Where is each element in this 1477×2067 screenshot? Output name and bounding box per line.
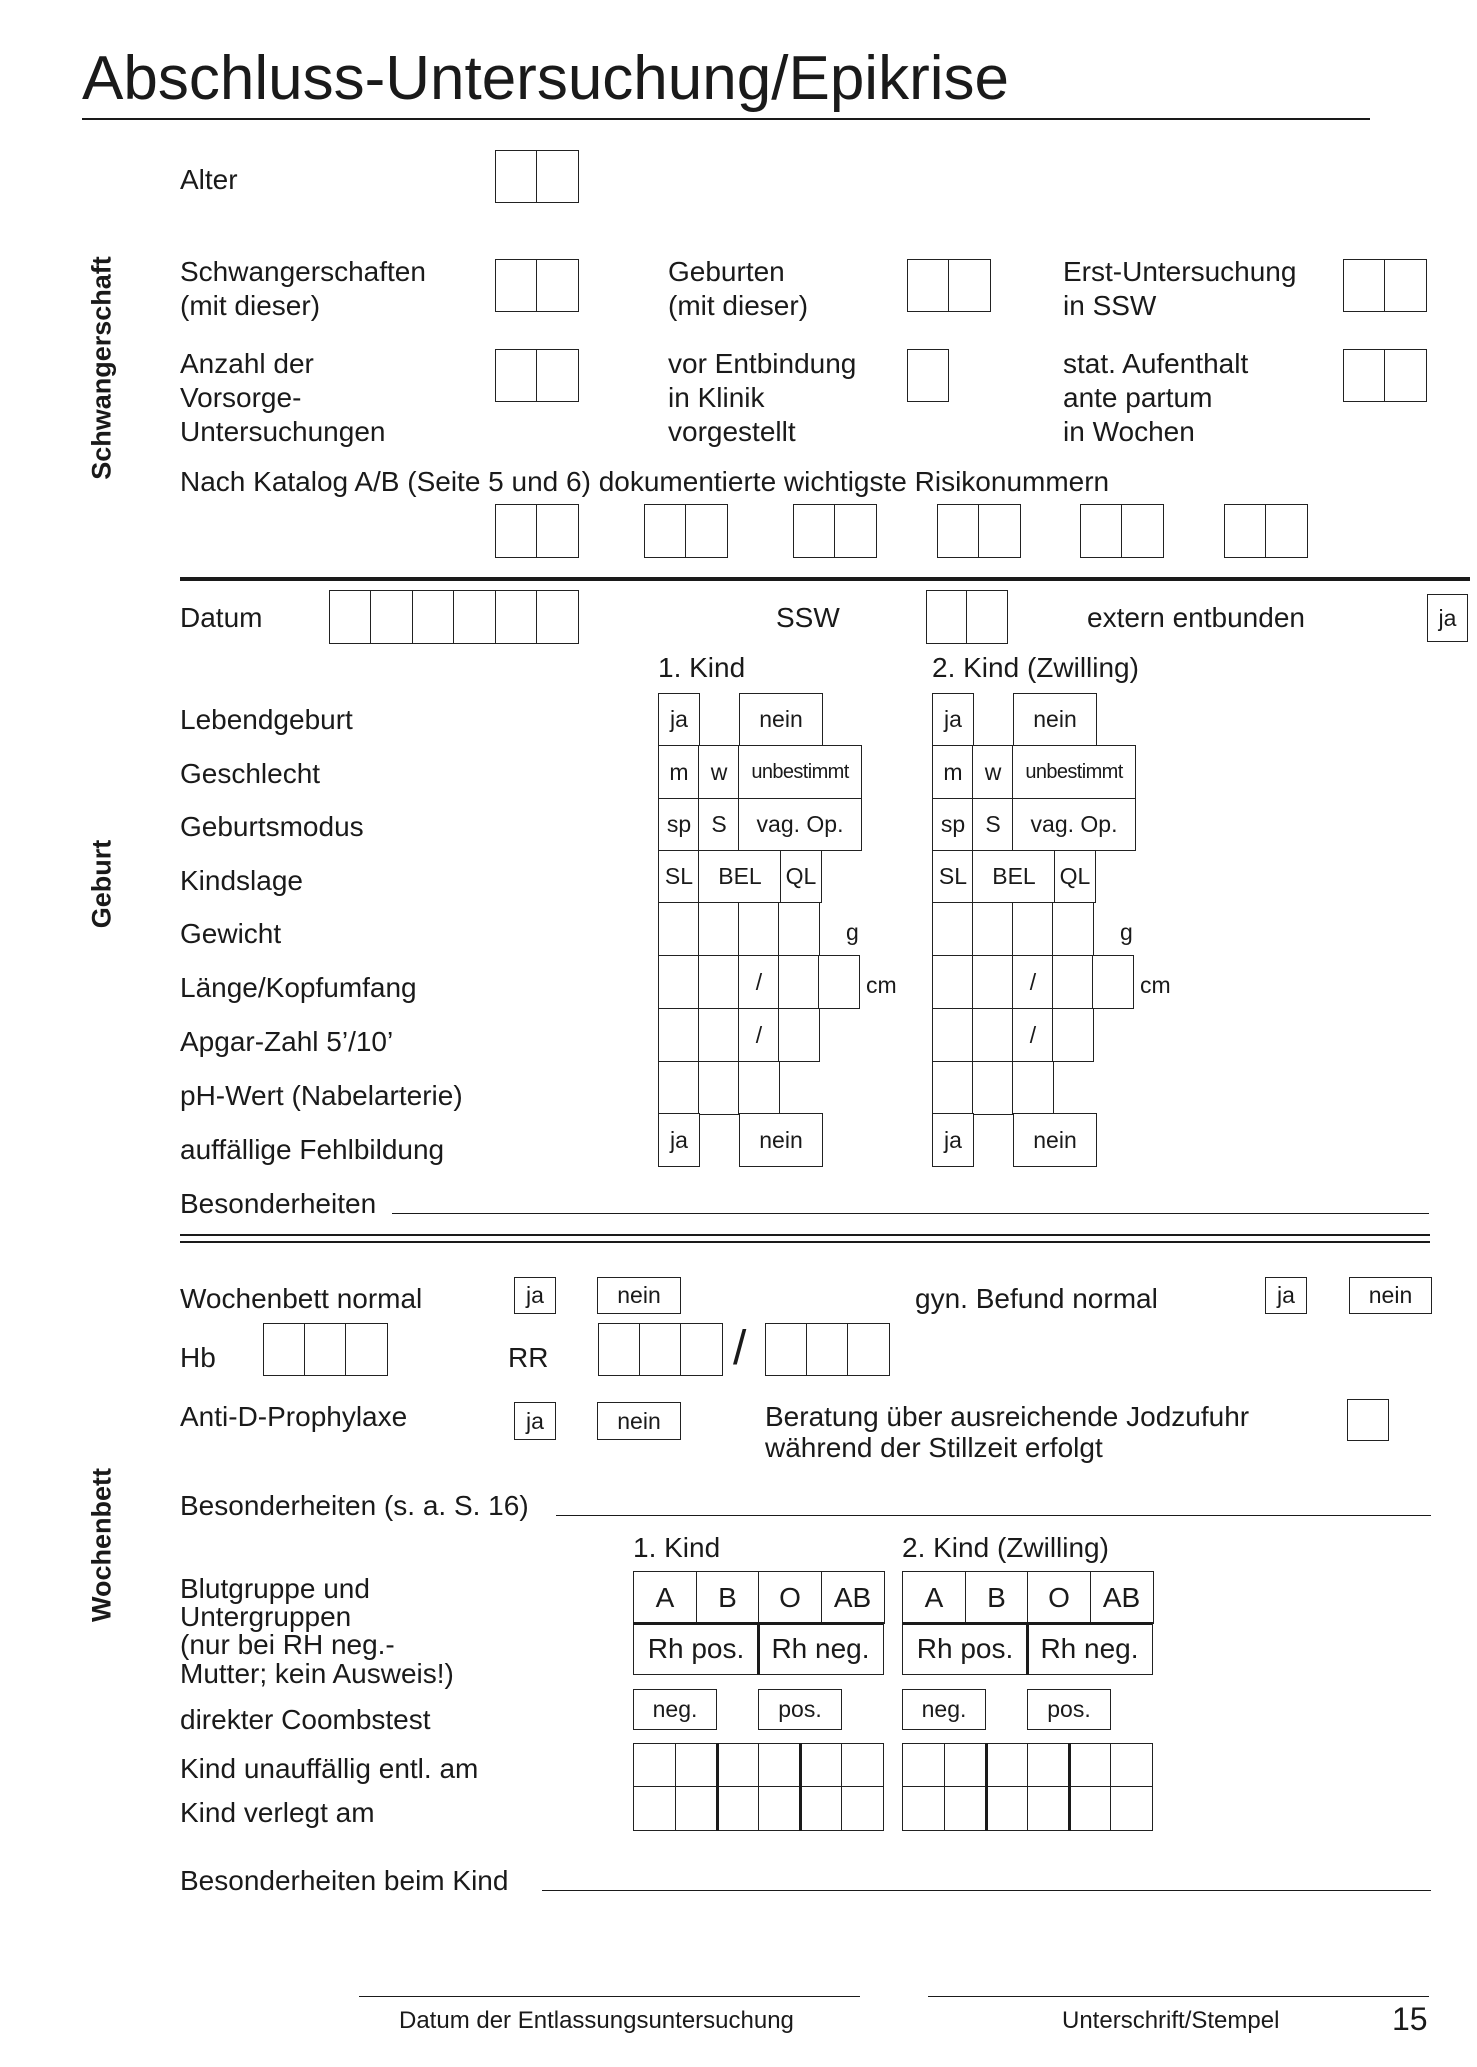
kind1-date-pair-separator — [716, 1743, 719, 1831]
risikonummer-4-box-1[interactable] — [937, 504, 980, 558]
kind1-entlassen-box-6[interactable] — [841, 1743, 884, 1788]
kind2-entlassen-box-6[interactable] — [1110, 1743, 1153, 1788]
datum-box-4[interactable] — [453, 590, 496, 644]
kind2-laenge-box-1[interactable] — [932, 955, 974, 1009]
kind1-rh-center-divider — [757, 1622, 760, 1675]
risikonummer-6-box-2[interactable] — [1265, 504, 1308, 558]
kind2-rh-pos[interactable]: Rh pos. — [902, 1622, 1028, 1675]
kind2-entlassen-box-4[interactable] — [1027, 1743, 1070, 1788]
kind2-gewicht-box-4[interactable] — [1052, 902, 1094, 956]
kind2-entlassen-box-3[interactable] — [985, 1743, 1028, 1788]
kind1-fehlbildung-ja[interactable]: ja — [658, 1113, 700, 1167]
page-number: 15 — [1392, 2001, 1428, 2037]
kind1-geschlecht-w[interactable]: w — [698, 745, 740, 799]
kind2-blutgruppe-o[interactable]: O — [1027, 1571, 1091, 1624]
kind2-geschlecht-m[interactable]: m — [932, 745, 974, 799]
kind1-gewicht-box-1[interactable] — [658, 902, 700, 956]
kind2-date-pair-separator — [985, 1743, 988, 1831]
kind2-lage-sl[interactable]: SL — [932, 850, 974, 903]
vorsorge-box-2[interactable] — [536, 349, 579, 402]
kind1-verlegt-box-1[interactable] — [633, 1786, 676, 1831]
risikonummer-1-box-2[interactable] — [536, 504, 579, 558]
label-wochenbett-normal: Wochenbett normal — [180, 1283, 423, 1314]
kind1-ph-box-3[interactable] — [738, 1061, 780, 1115]
kind1-modus-sp[interactable]: sp — [658, 798, 700, 851]
heading-wb-kind-1: 1. Kind — [633, 1532, 721, 1563]
kind2-apgar-box-3[interactable]: / — [1012, 1008, 1054, 1062]
heading-kind-2: 2. Kind (Zwilling) — [932, 652, 1139, 683]
alter-box-2[interactable] — [536, 150, 579, 203]
kind1-apgar-box-2[interactable] — [698, 1008, 740, 1062]
kind1-geschlecht-m[interactable]: m — [658, 745, 700, 799]
label-vorsorge: Anzahl der Vorsorge- Untersuchungen — [180, 348, 386, 447]
kind1-blutgruppe-b[interactable]: B — [696, 1571, 760, 1624]
datum-box-1[interactable] — [329, 590, 372, 644]
row-label-geschlecht: Geschlecht — [180, 758, 321, 789]
row-label-apgar: Apgar-Zahl 5’/10’ — [180, 1026, 394, 1057]
risikonummer-1-box-1[interactable] — [495, 504, 538, 558]
schwangerschaften-box-2[interactable] — [536, 259, 579, 312]
hb-box-1[interactable] — [263, 1323, 306, 1376]
kind2-rh-center-divider — [1026, 1622, 1029, 1675]
besonderheiten-geburt-line[interactable] — [392, 1213, 1429, 1214]
kind2-gewicht-box-2[interactable] — [972, 902, 1014, 956]
footer-datum-label: Datum der Entlassungsuntersuchung — [399, 2007, 794, 2034]
kind2-blutgruppe-ab[interactable]: AB — [1090, 1571, 1154, 1624]
kind1-lage-sl[interactable]: SL — [658, 850, 700, 903]
kind2-laenge-box-3[interactable]: / — [1012, 955, 1054, 1009]
kind2-verlegt-box-5[interactable] — [1068, 1786, 1111, 1831]
kind2-geschlecht-w[interactable]: w — [972, 745, 1014, 799]
kind1-modus-s[interactable]: S — [698, 798, 740, 851]
kind2-modus-sp[interactable]: sp — [932, 798, 974, 851]
label-verlegt: Kind verlegt am — [180, 1797, 375, 1828]
kind2-unit-g: g — [1120, 919, 1133, 945]
kind1-entlassen-box-2[interactable] — [675, 1743, 718, 1788]
label-besonderheiten-geburt: Besonderheiten — [180, 1188, 377, 1219]
kind2-blutgruppe-a[interactable]: A — [902, 1571, 966, 1624]
label-geburten: Geburten (mit dieser) — [668, 256, 809, 321]
kind2-verlegt-box-4[interactable] — [1027, 1786, 1070, 1831]
kind1-ph-box-2[interactable] — [698, 1061, 740, 1115]
kind1-geschlecht-unbestimmt[interactable]: unbestimmt — [738, 745, 862, 799]
aufenthalt-box-2[interactable] — [1384, 349, 1427, 402]
label-alter: Alter — [180, 164, 238, 195]
extern-ja-checkbox[interactable]: ja — [1427, 594, 1468, 642]
vorstellung-checkbox[interactable] — [907, 349, 949, 402]
label-risikonummern: Nach Katalog A/B (Seite 5 und 6) dokumentierte wichtigste Risikonummern — [180, 466, 1110, 497]
alter-box-1[interactable] — [495, 150, 538, 203]
jodzufuhr-checkbox[interactable] — [1347, 1399, 1389, 1441]
label-extern-entbunden: extern entbunden — [1087, 602, 1305, 633]
heading-wb-kind-2: 2. Kind (Zwilling) — [902, 1532, 1109, 1563]
datum-box-6[interactable] — [536, 590, 579, 644]
ssw-box-1[interactable] — [926, 590, 968, 644]
kind2-verlegt-box-3[interactable] — [985, 1786, 1028, 1831]
geburten-box-2[interactable] — [948, 259, 991, 312]
kind1-entlassen-box-4[interactable] — [758, 1743, 801, 1788]
section-label-wochenbett: Wochenbett — [86, 1468, 117, 1622]
risikonummer-3-box-2[interactable] — [834, 504, 877, 558]
kind1-laenge-box-5[interactable] — [818, 955, 860, 1009]
besonderheiten-kind-line[interactable] — [542, 1890, 1431, 1891]
row-label-kindslage: Kindslage — [180, 865, 303, 896]
section-label-geburt: Geburt — [86, 839, 117, 929]
row-label-fehlbildung: auffällige Fehlbildung — [180, 1134, 445, 1165]
geburten-box-1[interactable] — [907, 259, 950, 312]
footer-datum-line[interactable] — [359, 1996, 860, 1997]
kind1-coombs-pos[interactable]: pos. — [758, 1689, 842, 1730]
kind2-verlegt-box-6[interactable] — [1110, 1786, 1153, 1831]
kind2-ph-box-2[interactable] — [972, 1061, 1014, 1115]
risikonummer-5-box-2[interactable] — [1121, 504, 1164, 558]
kind2-modus-s[interactable]: S — [972, 798, 1014, 851]
label-anti-d: Anti-D-Prophylaxe — [180, 1401, 408, 1432]
kind1-fehlbildung-nein[interactable]: nein — [739, 1113, 823, 1167]
hb-box-3[interactable] — [345, 1323, 388, 1376]
kind2-lebendgeburt-nein[interactable]: nein — [1013, 693, 1097, 746]
rr-dia-box-3[interactable] — [847, 1323, 890, 1376]
section-rule-1 — [180, 577, 1470, 581]
label-besonderheiten-wochenbett: Besonderheiten (s. a. S. 16) — [180, 1490, 529, 1521]
kind1-gewicht-box-4[interactable] — [778, 902, 820, 956]
label-rr: RR — [508, 1342, 549, 1373]
kind2-modus-vag-op[interactable]: vag. Op. — [1012, 798, 1136, 851]
wochenbett-normal-nein[interactable]: nein — [597, 1277, 681, 1314]
kind1-laenge-box-3[interactable]: / — [738, 955, 780, 1009]
kind2-apgar-box-2[interactable] — [972, 1008, 1014, 1062]
row-label-geburtsmodus: Geburtsmodus — [180, 811, 364, 842]
kind1-unit-cm: cm — [866, 972, 897, 998]
kind2-apgar-box-4[interactable] — [1052, 1008, 1094, 1062]
datum-box-5[interactable] — [495, 590, 538, 644]
label-vorstellung: vor Entbindung in Klinik vorgestellt — [668, 348, 857, 447]
gyn-befund-ja[interactable]: ja — [1265, 1277, 1307, 1314]
kind2-lebendgeburt-ja[interactable]: ja — [932, 693, 974, 746]
kind2-date-pair-separator — [1068, 1743, 1071, 1831]
rr-sys-box-3[interactable] — [680, 1323, 723, 1376]
kind2-rh-neg[interactable]: Rh neg. — [1027, 1622, 1153, 1675]
kind2-geschlecht-unbestimmt[interactable]: unbestimmt — [1012, 745, 1136, 799]
rr-separator: / — [733, 1322, 747, 1375]
kind1-date-pair-separator — [799, 1743, 802, 1831]
risikonummer-2-box-1[interactable] — [644, 504, 687, 558]
label-ssw: SSW — [776, 602, 840, 633]
kind2-apgar-box-1[interactable] — [932, 1008, 974, 1062]
kind1-entlassen-box-3[interactable] — [716, 1743, 759, 1788]
kind2-laenge-box-2[interactable] — [972, 955, 1014, 1009]
footer-unterschrift-line[interactable] — [928, 1996, 1429, 1997]
label-erstuntersuchung: Erst-Untersuchung in SSW — [1063, 256, 1297, 321]
kind1-verlegt-box-3[interactable] — [716, 1786, 759, 1831]
kind1-apgar-box-3[interactable]: / — [738, 1008, 780, 1062]
besonderheiten-wochenbett-line[interactable] — [556, 1515, 1431, 1516]
page-title: Abschluss-Untersuchung/Epikrise — [82, 44, 1009, 113]
kind2-verlegt-box-2[interactable] — [944, 1786, 987, 1831]
kind2-coombs-neg[interactable]: neg. — [902, 1689, 986, 1730]
kind2-laenge-box-5[interactable] — [1092, 955, 1134, 1009]
kind1-entlassen-box-1[interactable] — [633, 1743, 676, 1788]
kind1-apgar-box-1[interactable] — [658, 1008, 700, 1062]
label-gyn-befund: gyn. Befund normal — [915, 1283, 1158, 1314]
kind1-verlegt-box-6[interactable] — [841, 1786, 884, 1831]
row-label-gewicht: Gewicht — [180, 918, 282, 949]
row-label-lebendgeburt: Lebendgeburt — [180, 704, 353, 735]
row-label-ph-wert: pH-Wert (Nabelarterie) — [180, 1080, 463, 1111]
heading-kind-1: 1. Kind — [658, 652, 746, 683]
title-rule — [82, 118, 1370, 120]
kind1-verlegt-box-4[interactable] — [758, 1786, 801, 1831]
label-datum: Datum — [180, 602, 263, 633]
kind1-modus-vag-op[interactable]: vag. Op. — [738, 798, 862, 851]
kind1-verlegt-box-2[interactable] — [675, 1786, 718, 1831]
row-label-laenge-kopfumfang: Länge/Kopfumfang — [180, 972, 417, 1003]
kind2-blutgruppe-b[interactable]: B — [965, 1571, 1029, 1624]
kind2-entlassen-box-2[interactable] — [944, 1743, 987, 1788]
kind2-unit-cm: cm — [1140, 972, 1171, 998]
label-aufenthalt: stat. Aufenthalt ante partum in Wochen — [1063, 348, 1249, 447]
label-entlassen: Kind unauffällig entl. am — [180, 1753, 479, 1784]
section-label-schwangerschaft: Schwangerschaft — [86, 256, 117, 480]
schwangerschaften-box-1[interactable] — [495, 259, 538, 312]
kind1-rh-pos[interactable]: Rh pos. — [633, 1622, 759, 1675]
kind2-verlegt-box-1[interactable] — [902, 1786, 945, 1831]
rr-dia-box-1[interactable] — [765, 1323, 808, 1376]
kind1-rh-neg[interactable]: Rh neg. — [758, 1622, 884, 1675]
kind1-blutgruppe-a[interactable]: A — [633, 1571, 697, 1624]
kind1-lage-ql[interactable]: QL — [780, 850, 822, 903]
risikonummer-3-box-1[interactable] — [793, 504, 836, 558]
kind1-lebendgeburt-nein[interactable]: nein — [739, 693, 823, 746]
kind2-ph-box-1[interactable] — [932, 1061, 974, 1115]
kind2-entlassen-box-1[interactable] — [902, 1743, 945, 1788]
kind2-fehlbildung-ja[interactable]: ja — [932, 1113, 974, 1167]
kind2-gewicht-box-3[interactable] — [1012, 902, 1054, 956]
kind1-unit-g: g — [846, 919, 859, 945]
kind1-entlassen-box-5[interactable] — [799, 1743, 842, 1788]
wochenbett-normal-ja[interactable]: ja — [514, 1277, 556, 1314]
kind1-lage-bel[interactable]: BEL — [698, 850, 782, 903]
kind1-gewicht-box-3[interactable] — [738, 902, 780, 956]
risikonummer-6-box-1[interactable] — [1224, 504, 1267, 558]
kind1-lebendgeburt-ja[interactable]: ja — [658, 693, 700, 746]
kind1-coombs-neg[interactable]: neg. — [633, 1689, 717, 1730]
risikonummer-2-box-2[interactable] — [685, 504, 728, 558]
label-coombstest: direkter Coombstest — [180, 1704, 431, 1735]
label-hb: Hb — [180, 1342, 216, 1373]
label-jodzufuhr: Beratung über ausreichende Jodzufuhr während der Stillzeit erfolgt — [765, 1401, 1250, 1463]
kind1-ph-box-1[interactable] — [658, 1061, 700, 1115]
erstuntersuchung-box-1[interactable] — [1343, 259, 1386, 312]
label-blutgruppe: Blutgruppe und Untergruppen (nur bei RH neg.- Mutter; kein Ausweis!) — [180, 1573, 454, 1689]
label-besonderheiten-kind: Besonderheiten beim Kind — [180, 1865, 509, 1896]
kind1-laenge-box-1[interactable] — [658, 955, 700, 1009]
kind2-gewicht-box-1[interactable] — [932, 902, 974, 956]
datum-box-2[interactable] — [370, 590, 413, 644]
kind2-fehlbildung-nein[interactable]: nein — [1013, 1113, 1097, 1167]
erstuntersuchung-box-2[interactable] — [1384, 259, 1427, 312]
kind1-gewicht-box-2[interactable] — [698, 902, 740, 956]
ssw-box-2[interactable] — [966, 590, 1008, 644]
kind2-laenge-box-4[interactable] — [1052, 955, 1094, 1009]
kind1-blutgruppe-o[interactable]: O — [758, 1571, 822, 1624]
kind1-laenge-box-2[interactable] — [698, 955, 740, 1009]
risikonummer-4-box-2[interactable] — [978, 504, 1021, 558]
rr-dia-box-2[interactable] — [806, 1323, 849, 1376]
anti-d-nein[interactable]: nein — [597, 1402, 681, 1440]
section-rule-2b — [180, 1241, 1430, 1243]
gyn-befund-nein[interactable]: nein — [1349, 1277, 1432, 1314]
hb-box-2[interactable] — [304, 1323, 347, 1376]
kind1-laenge-box-4[interactable] — [778, 955, 820, 1009]
kind2-lage-bel[interactable]: BEL — [972, 850, 1056, 903]
kind1-verlegt-box-5[interactable] — [799, 1786, 842, 1831]
kind2-ph-box-3[interactable] — [1012, 1061, 1054, 1115]
aufenthalt-box-1[interactable] — [1343, 349, 1386, 402]
risikonummer-5-box-1[interactable] — [1080, 504, 1123, 558]
vorsorge-box-1[interactable] — [495, 349, 538, 402]
footer-unterschrift-label: Unterschrift/Stempel — [1062, 2007, 1280, 2034]
label-schwangerschaften: Schwangerschaften (mit dieser) — [180, 256, 426, 321]
anti-d-ja[interactable]: ja — [514, 1402, 556, 1440]
kind2-coombs-pos[interactable]: pos. — [1027, 1689, 1111, 1730]
kind2-entlassen-box-5[interactable] — [1068, 1743, 1111, 1788]
kind1-blutgruppe-ab[interactable]: AB — [821, 1571, 885, 1624]
section-rule-2a — [180, 1234, 1430, 1236]
rr-sys-box-2[interactable] — [639, 1323, 682, 1376]
kind1-apgar-box-4[interactable] — [778, 1008, 820, 1062]
kind2-lage-ql[interactable]: QL — [1054, 850, 1096, 903]
rr-sys-box-1[interactable] — [598, 1323, 641, 1376]
datum-box-3[interactable] — [412, 590, 455, 644]
